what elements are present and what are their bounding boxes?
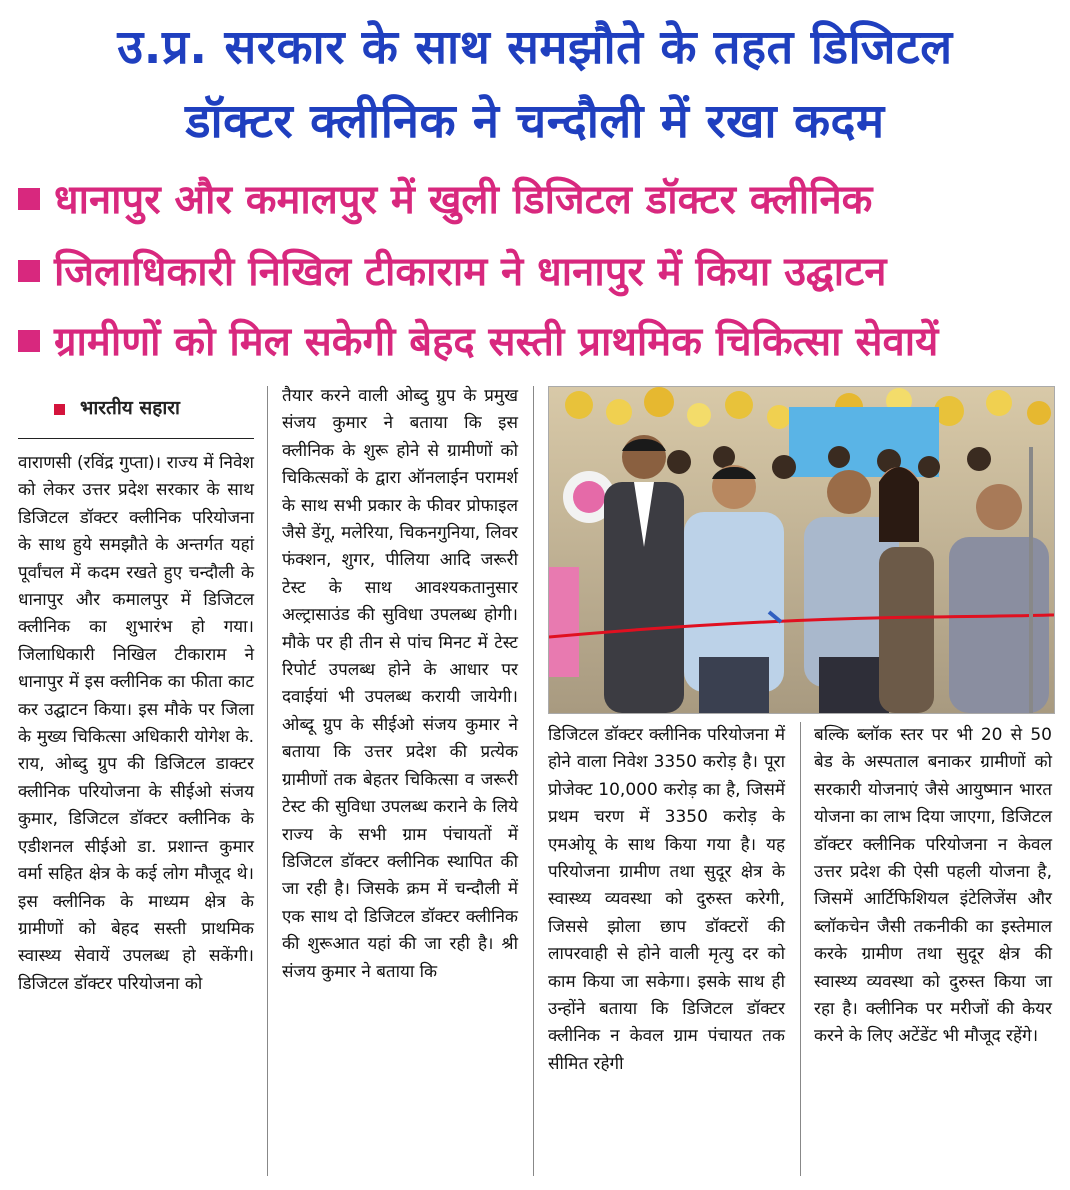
headline-line-2: डॉक्टर क्लीनिक ने चन्दौली में रखा कदम (185, 94, 885, 149)
bullet-square-icon (18, 260, 40, 282)
subheading-1 (18, 172, 1063, 228)
ribbon-cutting-photo (548, 386, 1055, 714)
headline-line-1: उ.प्र. सरकार के साथ समझौते के तहत डिजिटल (117, 20, 953, 75)
article-text: तैयार करने वाली ओब्दु ग्रुप के प्रमुख संजय कुमार ने बताया कि इस क्लीनिक के शुरू होने से ग्रामीणों को चिकित्सकों के द्वारा ऑनलाईन परामर्श के साथ सभी प्रकार के फीवर प्रोफाइल जैसे डेंगू, मलेरिया, चिकनगुनिया, लिवर फंक्शन, शुगर, पीलिया आदि जरूरी टेस्ट के साथ आवश्यकतानुसार अल्ट्रासाउंड की सुविधा उपलब्ध होगी। मौके पर ही तीन से पांच मिनट में टेस्ट रिपोर्ट उपलब्ध होने के आधार पर दवाईयां भी उपलब्ध करायी जायेगी। ओब्दू ग्रुप के सीईओ संजय कुमार ने बताया कि उत्तर प्रदेश की प्रत्येक ग्रामीणों तक बेहतर चिकित्सा व जरूरी टेस्ट की सुविधा उपलब्ध कराने के लिये राज्य के सभी ग्राम पंचायतों में डिजिटल डॉक्टर क्लीनिक स्थापित की जा रही है। जिसके क्रम में चन्दौली में एक साथ दो डिजिटल डॉक्टर क्लीनिक की शुरूआत यहां की जा रही है। श्री संजय कुमार ने बताया कि (282, 386, 518, 982)
subheading-3 (18, 314, 1063, 370)
subheading-2 (18, 244, 1063, 300)
article-text: बल्कि ब्लॉक स्तर पर भी 20 से 50 बेड के अस्पताल बनाकर ग्रामीणों को सरकारी योजनाएं जैसे आयुष्मान भारत योजना का लाभ दिया जाएगा, डिजिटल डॉक्टर क्लीनिक परियोजना न केवल उत्तर प्रदेश की ऐसी पहली योजना है, जिसमें आर्टिफिशियल इंटेलिजेंस और ब्लॉकचेन जैसी तकनीकी का इस्तेमाल करके ग्रामीण तथा सुदूर क्षेत्र की स्वास्थ्य व्यवस्था को दुरुस्त किया जा रहा है। क्लीनिक पर मरीजों की केयर करने के लिए अटेंडेंट भी मौजूद रहेंगे। (814, 725, 1052, 1047)
column-divider (800, 722, 801, 1176)
article-column-3 (548, 722, 785, 1078)
article-column-1 (18, 450, 254, 998)
bullet-square-icon (18, 330, 40, 352)
photo-illustration (549, 387, 1054, 713)
byline-source: भारतीय सहारा (80, 397, 180, 419)
byline-square-icon (54, 404, 65, 415)
byline (18, 390, 254, 439)
article-text: डिजिटल डॉक्टर क्लीनिक परियोजना में होने वाला निवेश 3350 करोड़ है। पूरा प्रोजेक्ट 10,000 करोड़ का है, जिसमें प्रथम चरण में 3350 करोड़ के एमओयू के साथ किया गया है। यह परियोजना ग्रामीण तथा सुदूर क्षेत्र के स्वास्थ्य व्यवस्था को दुरुस्त करेगी, जिससे झोला छाप डॉक्टरों की लापरवाही से होने वाली मृत्यु दर को काम किया जा सकेगा। इसके साथ ही उन्होंने बताया कि डिजिटल डॉक्टर क्लीनिक न केवल ग्राम पंचायत तक सीमित रहेगी (548, 725, 785, 1074)
article-text: वाराणसी (रविंद्र गुप्ता)। राज्य में निवेश को लेकर उत्तर प्रदेश सरकार के साथ डिजिटल डॉक्टर क्लीनिक परियोजना के साथ हुये समझौते के अन्तर्गत यहां पूर्वांचल में कदम रखते हुए चन्दौली के धानापुर और कमालपुर में डिजिटल क्लीनिक का शुभारंभ हो गया। जिलाधिकारी निखिल टीकाराम ने धानापुर में इस क्लीनिक का फीता काट कर उद्घाटन किया। इस मौके पर जिला के मुख्य चिकित्सा अधिकारी योगेश के. राय, ओब्दु ग्रुप की डिजिटल डाक्टर क्लीनिक परियोजना के सीईओ संजय कुमार, डिजिटल डॉक्टर क्लीनिक के एडीशनल सीईओ डा. प्रशान्त कुमार वर्मा सहित क्षेत्र के कई लोग मौजूद थे। इस क्लीनिक के माध्यम क्षेत्र के ग्रामीणों को बेहद सस्ती प्राथमिक स्वास्थ्य सेवायें उपलब्ध हो सकेंगी। डिजिटल डॉक्टर परियोजना को (18, 453, 254, 994)
subheading-text: ग्रामीणों को मिल सकेगी बेहद सस्ती प्राथमिक चिकित्सा सेवायें (54, 319, 939, 365)
pole (1029, 447, 1033, 713)
subheading-text: धानापुर और कमालपुर में खुली डिजिटल डॉक्टर क्लीनिक (54, 177, 873, 223)
article-column-4 (814, 722, 1052, 1051)
column-divider (267, 386, 268, 1176)
column-divider (533, 386, 534, 1176)
article-column-2 (282, 383, 518, 986)
bullet-square-icon (18, 188, 40, 210)
clinic-poster (549, 567, 579, 677)
subheading-text: जिलाधिकारी निखिल टीकाराम ने धानापुर में किया उद्घाटन (54, 249, 887, 295)
clinic-sign (789, 407, 939, 477)
